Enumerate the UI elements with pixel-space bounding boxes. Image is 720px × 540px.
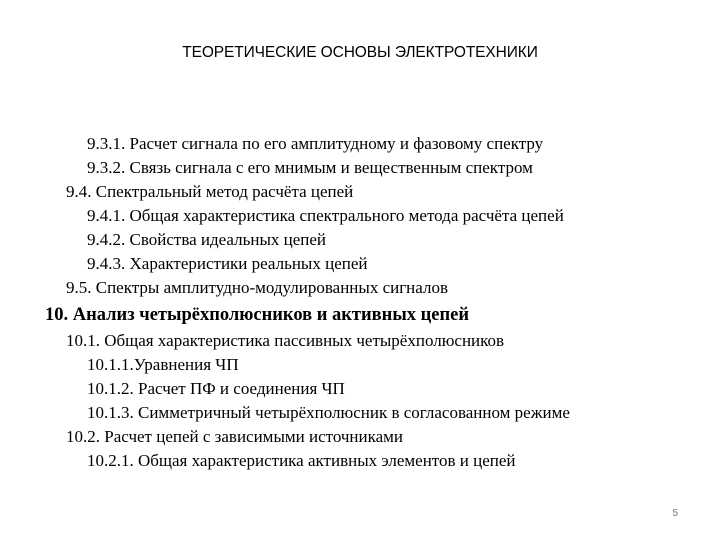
toc-item-10-1-2: 10.1.2. Расчет ПФ и соединения ЧП <box>87 379 345 398</box>
toc-item-9-4-3: 9.4.3. Характеристики реальных цепей <box>87 254 368 273</box>
slide-title: ТЕОРЕТИЧЕСКИЕ ОСНОВЫ ЭЛЕКТРОТЕХНИКИ <box>182 44 538 61</box>
page-number: 5 <box>672 508 678 519</box>
toc-item-9-5: 9.5. Спектры амплитудно-модулированных сигналов <box>66 278 448 297</box>
toc-item-10-1-1: 10.1.1.Уравнения ЧП <box>87 355 239 374</box>
toc-item-10-1: 10.1. Общая характеристика пассивных четырёхполюсников <box>66 331 505 350</box>
toc-item-9-3-2: 9.3.2. Связь сигнала с его мнимым и вещественным спектром <box>87 158 533 177</box>
toc-item-10-2: 10.2. Расчет цепей с зависимыми источниками <box>66 427 404 446</box>
toc-item-9-4-1: 9.4.1. Общая характеристика спектрального метода расчёта цепей <box>87 206 564 225</box>
toc-item-10-2-1: 10.2.1. Общая характеристика активных элементов и цепей <box>87 451 516 470</box>
toc-section-10: 10. Анализ четырёхполюсников и активных цепей <box>45 305 470 325</box>
toc-item-10-1-3: 10.1.3. Симметричный четырёхполюсник в согласованном режиме <box>87 403 570 422</box>
toc-item-9-4-2: 9.4.2. Свойства идеальных цепей <box>87 230 327 249</box>
toc-item-9-4: 9.4. Спектральный метод расчёта цепей <box>66 182 354 201</box>
toc-item-9-3-1: 9.3.1. Расчет сигнала по его амплитудному и фазовому спектру <box>87 134 544 153</box>
